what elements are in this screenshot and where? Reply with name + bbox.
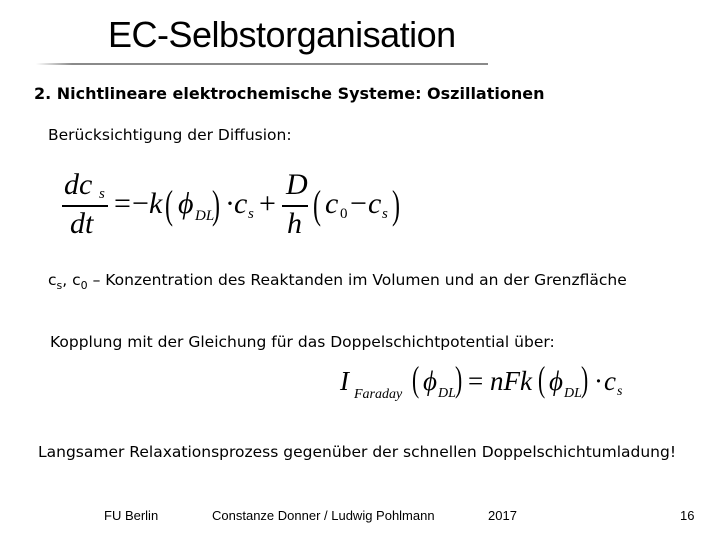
slide-title: EC-Selbstorganisation xyxy=(108,14,456,55)
concentration-description: $c_s$, $c_0$ – Konzentration des Reaktanden im Volumen und an der Grenzfläche xyxy=(48,271,627,293)
concentration-text: – Konzentration des Reaktanden im Volumen und an der Grenzfläche xyxy=(92,271,627,289)
diffusion-label: Berücksichtigung der Diffusion: xyxy=(48,126,292,144)
conclusion-text: Langsamer Relaxationsprozess gegenüber der schnellen Doppelschichtumladung! xyxy=(38,443,677,461)
footer-year: 2017 xyxy=(488,508,517,523)
footer-page-number: 16 xyxy=(680,508,695,523)
coupling-equation: I Faraday ( ϕ DL ) = nFk ( ϕ DL ) · c s xyxy=(340,359,623,402)
slide-subtitle: 2. Nichtlineare elektrochemische Systeme: Oszillationen xyxy=(34,84,545,103)
coupling-label: Kopplung mit der Gleichung für das Doppelschichtpotential über: xyxy=(50,333,555,351)
title-underline xyxy=(36,63,488,65)
footer-institution: FU Berlin xyxy=(104,508,159,523)
diffusion-equation: dc s dt = − k ( ϕ DL ) · c s + D h ( c 0 − c s ) xyxy=(64,168,400,240)
footer-authors: Constanze Donner / Ludwig Pohlmann xyxy=(212,508,435,523)
